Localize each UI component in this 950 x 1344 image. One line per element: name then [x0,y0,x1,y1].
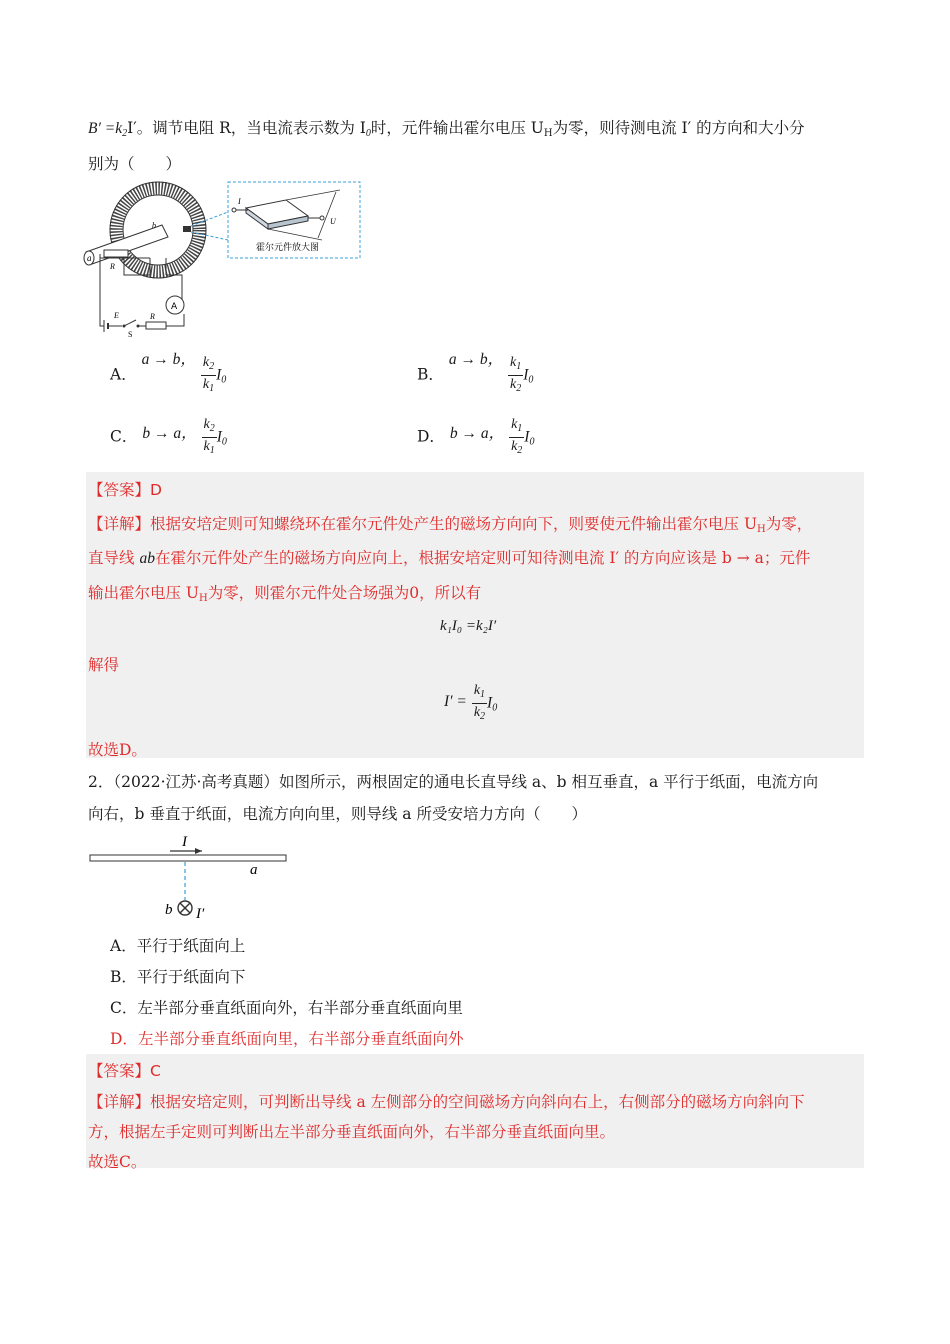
q1-solenoid-circuit-figure [70,180,370,338]
q1-detail-line3: 输出霍尔电压 $U_H$为零，则霍尔元件处合场强为0，所以有 [88,584,482,604]
label-I-prime: I′ [196,906,205,922]
label-a: a [250,862,258,878]
svg-text:S: S [128,330,133,338]
q2-option-d[interactable]: D．左半部分垂直纸面向里，右半部分垂直纸面向外 [110,1030,464,1048]
svg-text:a: a [87,253,92,263]
label-IH: I [238,197,241,206]
q1-equation-2: I′ = $\frac{k_1}{k_2}$ $I_0$ [444,683,498,722]
q1-option-a[interactable]: A． a → b， $\frac{k_2}{k_1}$ $I_0$ [110,350,227,394]
q2-option-c[interactable]: C．左半部分垂直纸面向外，右半部分垂直纸面向里 [110,999,463,1017]
q1-option-b[interactable]: B． a → b， $\frac{k_1}{k_2}$ $I_0$ [417,350,534,394]
q1-detail-line1: 【详解】根据安培定则可知螺绕环在霍尔元件处产生的磁场方向向下，则要使元件输出霍尔电压 $U_H$为零， [88,515,813,535]
q1-stem-line1: $B' =k_2I'$。调节电阻 R，当电流表示数为 $I_0$时，元件输出霍尔电压 $U_H$为零，则待测电流 I′ 的方向和大小分 [88,119,805,139]
svg-text:A: A [171,302,178,312]
q1-equation-1: k₁I₀ =k₂I′ [440,618,497,634]
q2-option-a[interactable]: A．平行于纸面向上 [110,937,246,955]
label-I: I [182,834,187,850]
q1-answer: 【答案】D [88,481,162,499]
label-UH: U [330,217,336,226]
q2-stem-line2: 向右，b 垂直于纸面，电流方向向里，则导线 a 所受安培力方向（ ） [88,805,587,823]
q2-stem-line1: 2．（2022·江苏·高考真题）如图所示，两根固定的通电长直导线 a、b 相互垂直，a 平行于纸面，电流方向 [88,773,819,791]
q2-detail-line1: 【详解】根据安培定则，可判断出导线 a 左侧部分的空间磁场方向斜向右上，右侧部分的磁场方向斜向下 [88,1093,805,1111]
q1-solve-label: 解得 [88,656,120,674]
q1-option-d[interactable]: D． b → a， $\frac{k_1}{k_2}$ $I_0$ [417,417,535,456]
q1-stem-line2: 别为（ ） [88,155,182,173]
q2-answer: 【答案】C [88,1062,161,1080]
inset-caption: 霍尔元件放大图 [256,243,320,253]
svg-text:E: E [114,311,119,320]
svg-text:R: R [150,312,155,321]
q1-option-c[interactable]: C． b → a， $\frac{k_2}{k_1}$ $I_0$ [110,417,227,456]
q2-option-b[interactable]: B．平行于纸面向下 [110,968,246,986]
q1-detail-line2: 直导线 ab在霍尔元件处产生的磁场方向应向上，根据安培定则可知待测电流 I′ 的方向应该是 b → a；元件 [88,549,811,567]
q2-wires-figure [86,830,296,922]
q2-detail-line2: 方，根据左手定则可判断出左半部分垂直纸面向外，右半部分垂直纸面向里。 [88,1123,616,1141]
label-b: b [165,902,173,918]
svg-text:b: b [152,221,156,230]
q1-conclusion: 故选D。 [88,741,147,759]
q2-conclusion: 故选C。 [88,1153,147,1171]
svg-text:R: R [110,262,115,271]
